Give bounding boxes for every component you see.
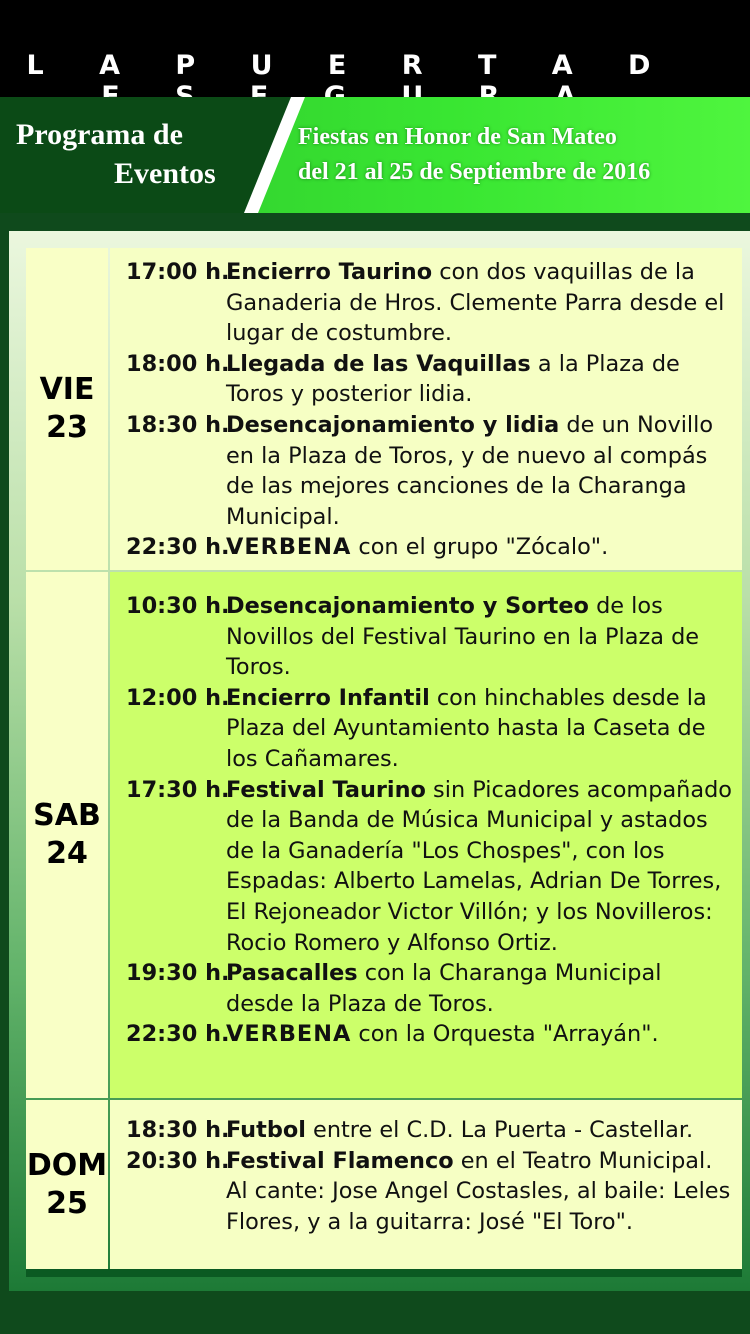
event-time: 22:30 h. bbox=[126, 534, 230, 561]
day-section-dom bbox=[26, 1100, 742, 1269]
event-title: VERBENA bbox=[226, 1021, 352, 1048]
event-time: 22:30 h. bbox=[126, 1021, 230, 1048]
day-label bbox=[26, 1100, 108, 1269]
event-time: 12:00 h. bbox=[126, 684, 230, 711]
day-name: VIE bbox=[39, 372, 95, 407]
event-title: Llegada de las Vaquillas bbox=[226, 350, 531, 377]
fiestas-line-2: del 21 al 25 de Septiembre de 2016 bbox=[298, 159, 651, 185]
event-item bbox=[126, 410, 734, 532]
event-title: Encierro Infantil bbox=[226, 684, 430, 711]
event-description: con hinchables desde la Plaza del Ayuntamiento hasta la Caseta de los Cañamares. bbox=[226, 684, 707, 772]
day-name: SAB bbox=[33, 798, 101, 833]
bottom-strip bbox=[26, 1269, 742, 1277]
event-description: a la Plaza de Toros y posterior lidia. bbox=[226, 350, 680, 408]
event-description: con la Orquesta "Arrayán". bbox=[351, 1021, 659, 1048]
event-item bbox=[126, 349, 734, 410]
day-events bbox=[110, 248, 742, 570]
programa-heading bbox=[16, 115, 236, 193]
event-time: 17:00 h. bbox=[126, 259, 230, 285]
event-time: 20:30 h. bbox=[126, 1147, 230, 1174]
day-events bbox=[110, 1100, 742, 1269]
event-time: 18:00 h. bbox=[126, 350, 230, 377]
event-title: Pasacalles bbox=[226, 960, 358, 987]
event-time: 18:30 h. bbox=[126, 1117, 230, 1143]
event-description: entre el C.D. La Puerta - Castellar. bbox=[305, 1117, 694, 1143]
day-events bbox=[110, 572, 742, 1098]
fiestas-heading bbox=[298, 120, 738, 190]
event-description: de un Novillo en la Plaza de Toros, y de nuevo al compás de las mejores canciones de la Charanga Municipal. bbox=[226, 411, 714, 530]
event-item bbox=[126, 532, 734, 563]
day-label bbox=[26, 248, 108, 570]
event-description: de los Novillos del Festival Taurino en la Plaza de Toros. bbox=[226, 593, 700, 681]
event-description: con dos vaquillas de la Ganaderia de Hros. Clemente Parra desde el lugar de costumbre. bbox=[226, 259, 725, 347]
day-number: 25 bbox=[46, 1185, 88, 1221]
event-time: 19:30 h. bbox=[126, 960, 230, 987]
event-item bbox=[126, 1019, 734, 1050]
event-item bbox=[126, 683, 734, 775]
event-title: Festival Taurino bbox=[226, 776, 426, 803]
event-description: con la Charanga Municipal desde la Plaza de Toros. bbox=[226, 960, 662, 1017]
programa-line-1: Programa de bbox=[16, 118, 183, 151]
event-item bbox=[126, 257, 734, 349]
event-description: sin Picadores acompañado de la Banda de Música Municipal y astados de la Ganadería "Los Chospes", con los Espadas: Alberto Lamelas, Adrian De Torres, El Rejoneador Victor Villón; y los Novilleros: Rocio Romero y Alfonso Ortiz. bbox=[226, 776, 732, 956]
event-description: con el grupo "Zócalo". bbox=[351, 534, 609, 561]
event-title: Desencajonamiento y Sorteo bbox=[226, 593, 589, 619]
fiestas-line-1: Fiestas en Honor de San Mateo bbox=[298, 124, 617, 150]
day-name: DOM bbox=[26, 1147, 108, 1183]
event-item bbox=[126, 591, 734, 683]
event-title: Encierro Taurino bbox=[226, 259, 433, 285]
event-title: Festival Flamenco bbox=[226, 1147, 454, 1174]
event-title: Futbol bbox=[226, 1117, 306, 1143]
event-title: Desencajonamiento y lidia bbox=[226, 411, 560, 438]
event-item bbox=[126, 775, 734, 959]
event-description: en el Teatro Municipal. Al cante: Jose Angel Costasles, al baile: Leles Flores, y a la guitarra: José "El Toro". bbox=[226, 1147, 731, 1235]
header-banner bbox=[0, 97, 750, 213]
top-title-bar bbox=[0, 0, 750, 97]
event-item bbox=[126, 1115, 734, 1146]
day-number: 23 bbox=[46, 410, 88, 445]
event-time: 17:30 h. bbox=[126, 776, 230, 803]
day-section-vie bbox=[26, 248, 742, 570]
event-item bbox=[126, 958, 734, 1019]
programa-line-2: Eventos bbox=[114, 157, 216, 190]
day-section-sab bbox=[26, 572, 742, 1098]
event-time: 18:30 h. bbox=[126, 411, 230, 438]
day-label bbox=[26, 572, 108, 1098]
event-title: VERBENA bbox=[226, 534, 352, 561]
event-item bbox=[126, 1146, 734, 1238]
day-number: 24 bbox=[46, 836, 88, 871]
event-time: 10:30 h. bbox=[126, 593, 230, 619]
town-title: L A P U E R T A D bbox=[26, 50, 674, 81]
